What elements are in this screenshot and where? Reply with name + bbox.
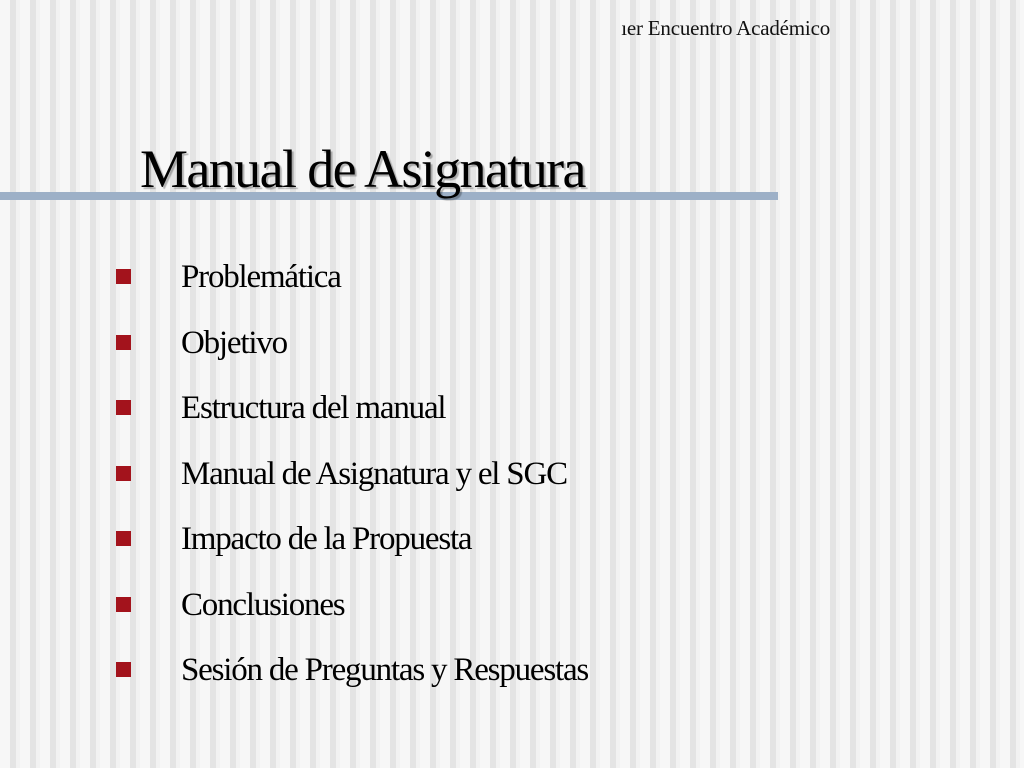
square-bullet-icon xyxy=(116,335,131,350)
square-bullet-icon xyxy=(116,597,131,612)
list-item xyxy=(116,320,588,386)
bullet-list xyxy=(116,254,588,713)
list-item xyxy=(116,385,588,451)
square-bullet-icon xyxy=(116,531,131,546)
list-item-label: Impacto de la Propuesta xyxy=(181,521,472,557)
list-item xyxy=(116,451,588,517)
header-event-text: ıer Encuentro Académico xyxy=(621,16,830,40)
list-item-label: Conclusiones xyxy=(181,586,345,623)
list-item xyxy=(116,647,588,713)
square-bullet-icon xyxy=(116,466,131,481)
square-bullet-icon xyxy=(116,662,131,677)
list-item-label: Objetivo xyxy=(181,324,287,361)
square-bullet-icon xyxy=(116,400,131,415)
list-item xyxy=(116,516,588,582)
slide-title: Manual de Asignatura xyxy=(140,139,585,199)
square-bullet-icon xyxy=(116,269,131,284)
list-item-label: Problemática xyxy=(181,259,341,295)
list-item-label: Sesión de Preguntas y Respuestas xyxy=(181,652,589,688)
list-item xyxy=(116,582,588,648)
list-item-label: Estructura del manual xyxy=(181,390,446,426)
list-item-label: Manual de Asignatura y el SGC xyxy=(181,455,567,492)
list-item xyxy=(116,254,588,320)
